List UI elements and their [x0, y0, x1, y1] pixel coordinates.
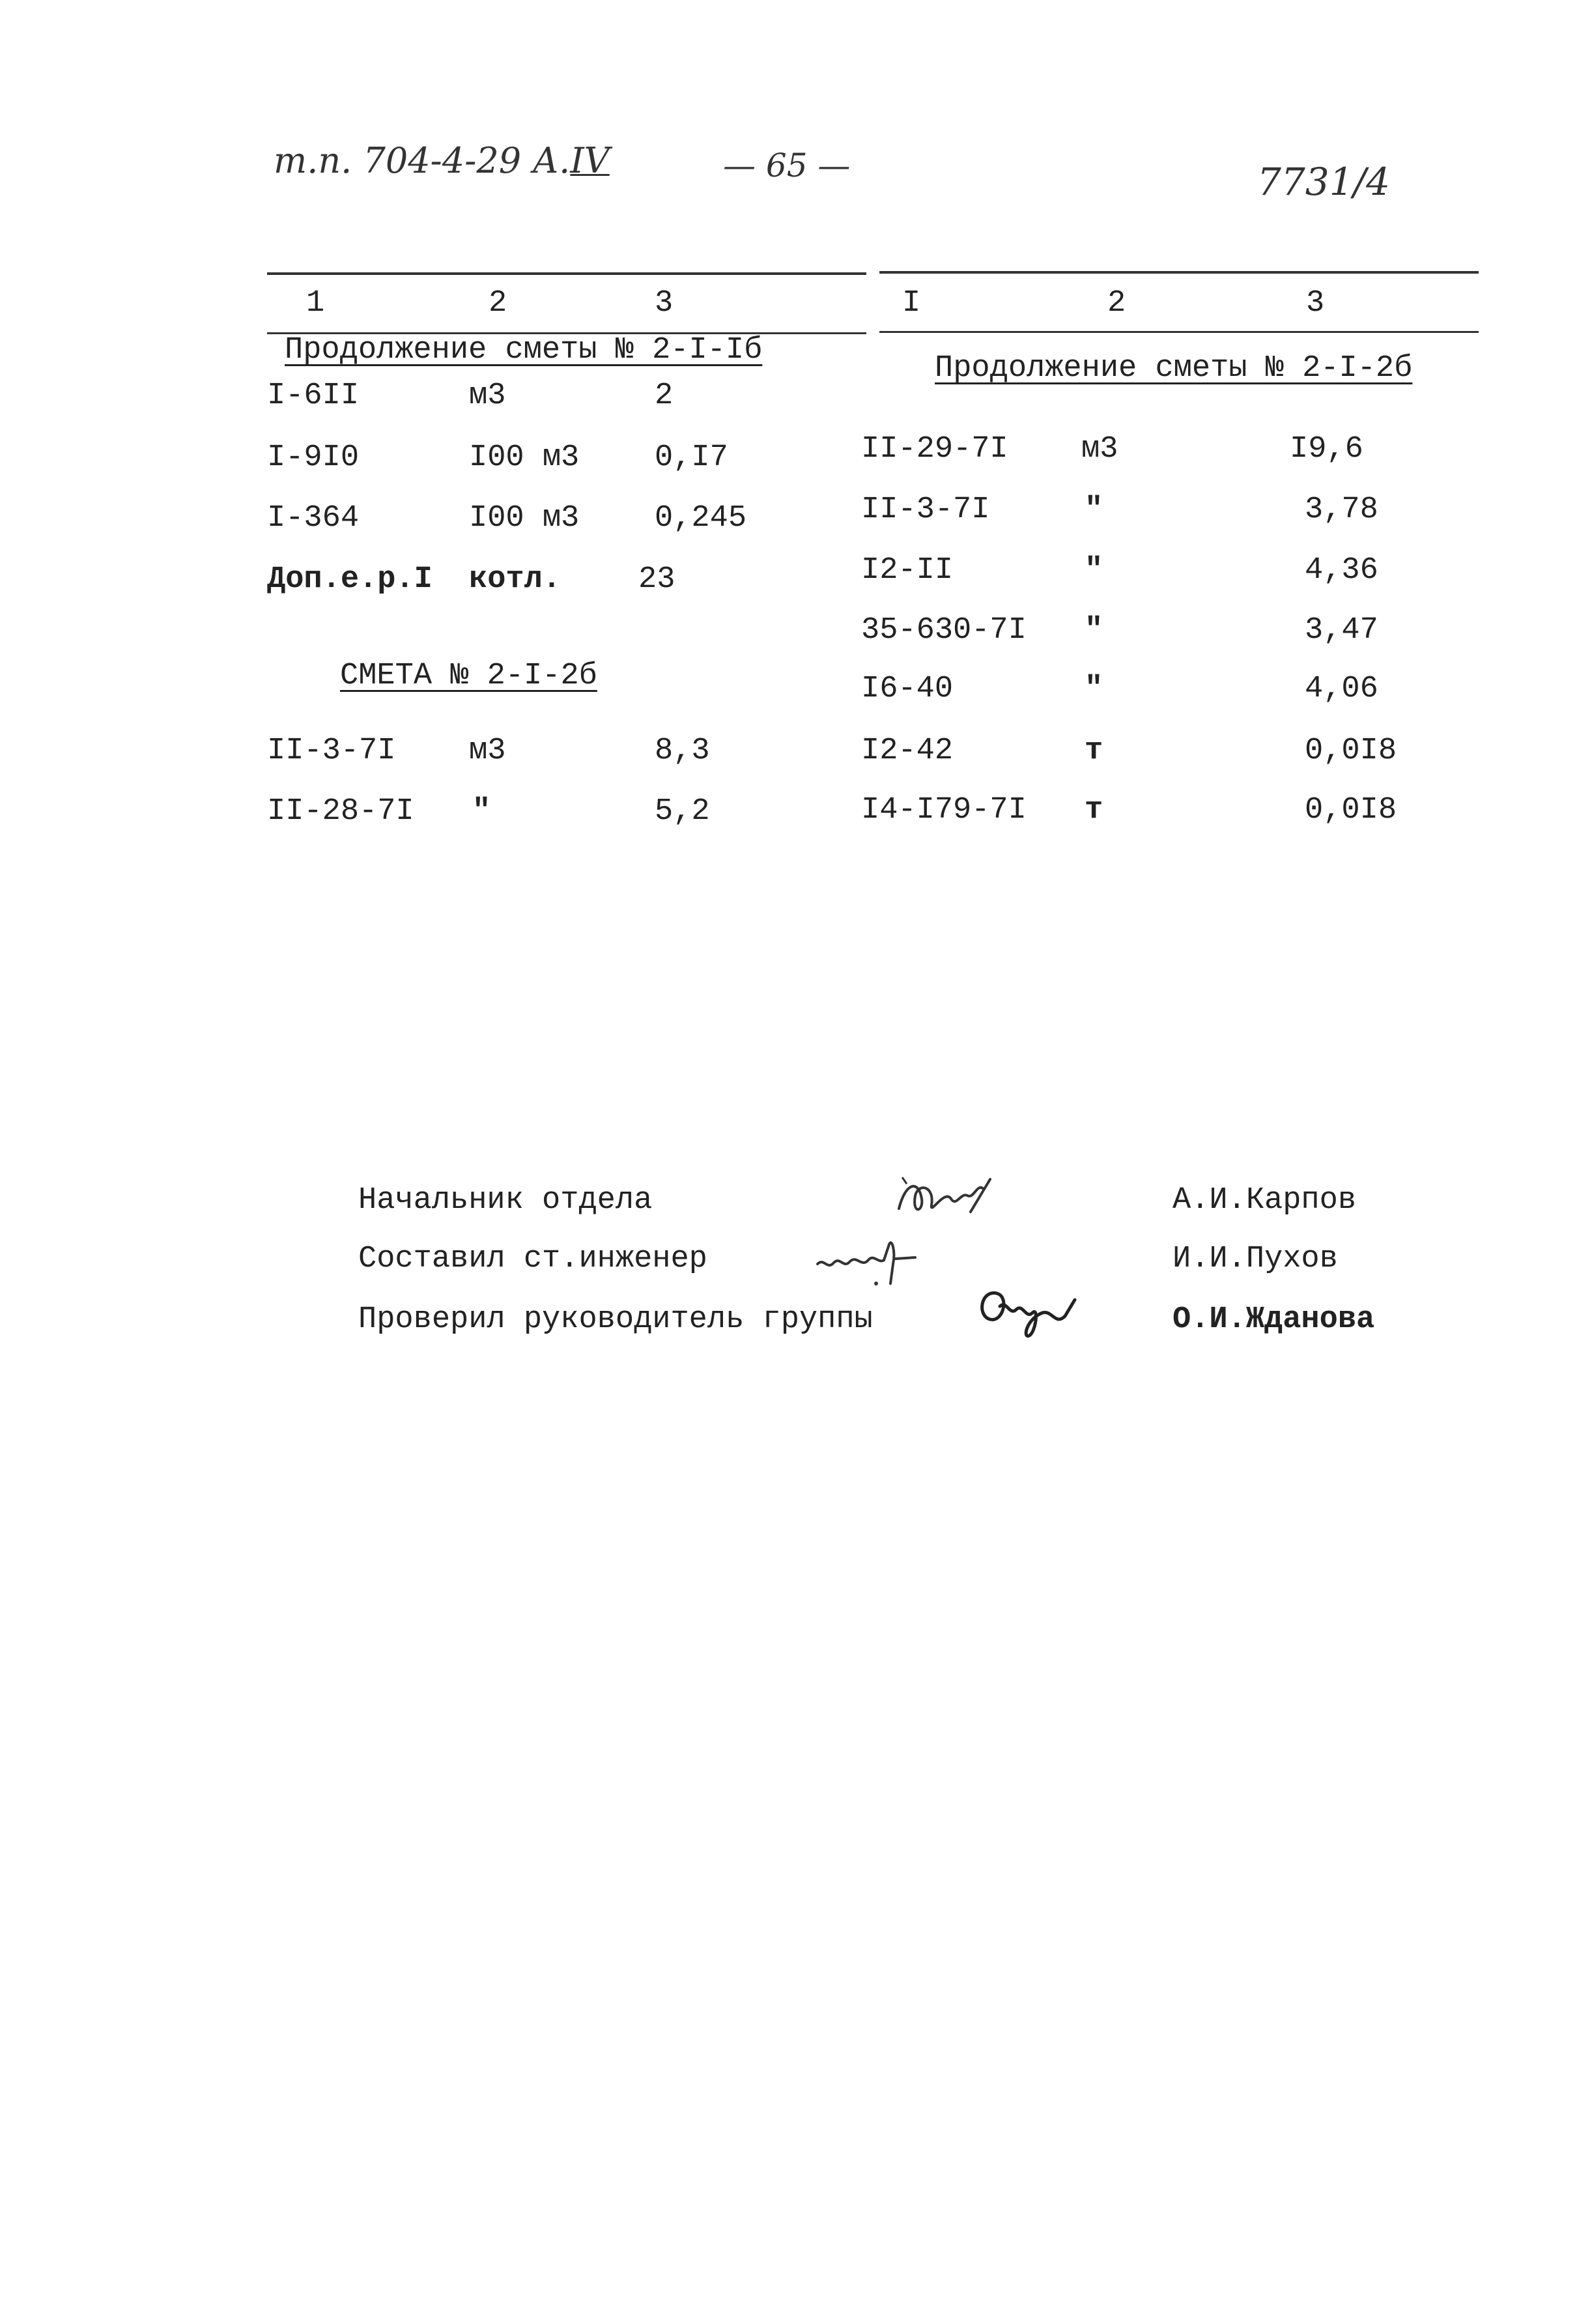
table-top-rule-left: [267, 272, 866, 275]
handwritten-signature-2: [811, 1231, 941, 1293]
signature-role-1: Начальник отдела: [358, 1183, 653, 1218]
signature-name-2: И.И.Пухов: [1173, 1242, 1338, 1276]
table-row: 0,0I8: [1305, 793, 1397, 827]
project-code: [274, 140, 610, 181]
right-section-title: Продолжение сметы № 2-I-2б: [935, 351, 1413, 386]
table-row: 3,78: [1305, 493, 1378, 527]
handwritten-signature-1: [886, 1169, 1003, 1228]
table-row: ": [1085, 672, 1103, 706]
table-row: I-9I0: [267, 440, 360, 475]
table-row: 23: [638, 562, 675, 597]
table-row: 4,36: [1305, 553, 1378, 588]
table-row: ": [472, 794, 491, 829]
table-row: I-6II: [267, 379, 360, 413]
left-col-header-1: 1: [306, 286, 325, 321]
table-row: т: [1085, 793, 1103, 827]
table-row: II-28-7I: [267, 794, 414, 829]
table-row: 4,06: [1305, 672, 1378, 706]
table-row: II-3-7I: [861, 493, 990, 527]
signature-name-3: О.И.Жданова: [1173, 1302, 1375, 1337]
table-row: I00 м3: [469, 501, 580, 536]
table-row: т: [1085, 734, 1103, 768]
table-row: I2-42: [861, 734, 954, 768]
project-code-text: т.п. 704-4-29 А.: [274, 140, 571, 181]
table-row: Доп.е.р.I: [267, 562, 433, 597]
handwritten-signature-3: [971, 1280, 1088, 1345]
table-row: 0,245: [655, 501, 747, 536]
table-row: ": [1085, 493, 1103, 527]
table-row: 3,47: [1305, 613, 1378, 648]
table-row: I6-40: [861, 672, 954, 706]
table-row: I-364: [267, 501, 360, 536]
left-col-header-3: 3: [655, 286, 674, 321]
table-row: 35-630-7I: [861, 613, 1027, 648]
album-roman: IV: [570, 140, 610, 181]
left-col-header-2: 2: [489, 286, 507, 321]
right-col-header-2: 2: [1107, 286, 1126, 321]
table-row: м3: [1081, 432, 1118, 466]
table-row: котл.: [469, 562, 561, 597]
table-row: 5,2: [655, 794, 710, 829]
right-col-header-3: 3: [1306, 286, 1325, 321]
signature-role-2: Составил ст.инженер: [358, 1242, 707, 1276]
table-row: 0,0I8: [1305, 734, 1397, 768]
table-row: II-3-7I: [267, 734, 396, 768]
table-row: I9,6: [1290, 432, 1363, 466]
page-number: — 65 —: [723, 147, 851, 184]
right-col-header-1: I: [902, 286, 921, 321]
table-row: м3: [469, 734, 506, 768]
table-row: м3: [469, 379, 506, 413]
left-section-1-title: Продолжение сметы № 2-I-Iб: [285, 333, 763, 367]
table-row: 8,3: [655, 734, 710, 768]
signature-name-1: А.И.Карпов: [1173, 1183, 1357, 1218]
archive-number: 7731/4: [1257, 160, 1391, 204]
table-row: ": [1085, 613, 1103, 648]
table-row: I4-I79-7I: [861, 793, 1027, 827]
table-row: 0,I7: [655, 440, 728, 475]
table-row: 2: [655, 379, 674, 413]
table-row: II-29-7I: [861, 432, 1008, 466]
signature-role-3: Проверил руководитель группы: [358, 1302, 873, 1337]
table-row: I00 м3: [469, 440, 580, 475]
table-top-rule-right: [879, 271, 1479, 274]
table-row: ": [1085, 553, 1103, 588]
left-section-2-title: СМЕТА № 2-I-2б: [340, 659, 597, 693]
table-row: I2-II: [861, 553, 954, 588]
header-bottom-rule-right: [879, 331, 1479, 333]
